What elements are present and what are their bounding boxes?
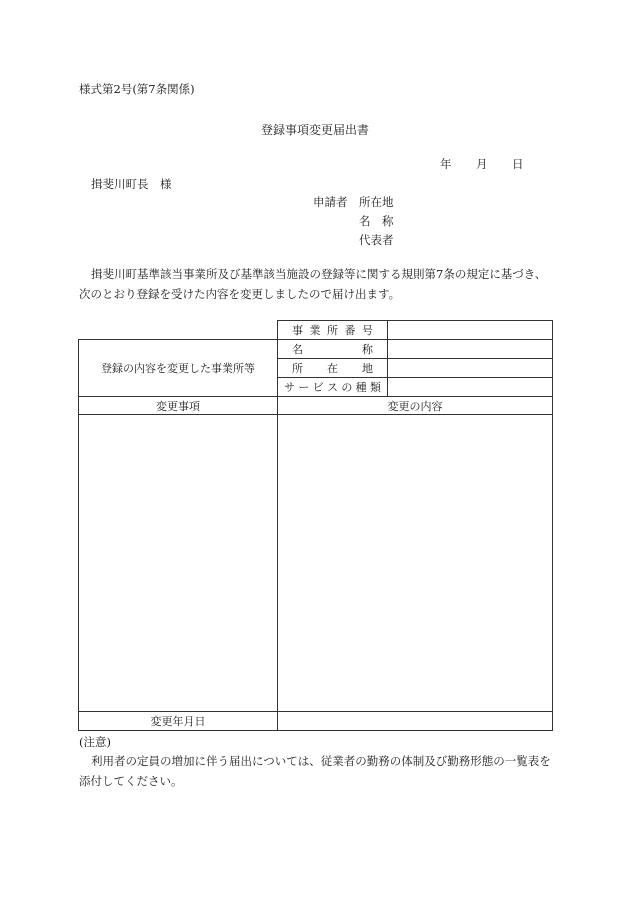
service-type-label: サービスの種類 — [278, 378, 388, 397]
changed-office-label: 登録の内容を変更した事業所等 — [79, 340, 278, 397]
office-number-label: 事業所番号 — [278, 321, 388, 340]
year-label: 年 — [440, 157, 452, 171]
date-line — [440, 156, 524, 172]
notes-heading: (注意) — [79, 735, 111, 749]
applicant-label: 申請者 — [313, 195, 348, 209]
office-location-label: 所在地 — [278, 359, 388, 378]
form-number: 様式第2号(第7条関係) — [79, 82, 195, 96]
document-title: 登録事項変更届出書 — [260, 123, 369, 137]
office-name-label: 名称 — [278, 340, 388, 359]
representative-label: 代表者 — [359, 233, 394, 247]
name-label: 名 称 — [359, 214, 394, 228]
change-content-header: 変更の内容 — [278, 397, 553, 415]
address-label: 所在地 — [359, 195, 394, 209]
change-date-value[interactable] — [278, 712, 553, 731]
applicant-block — [313, 193, 394, 250]
notes-text: 利用者の定員の増加に伴う届出については、従業者の勤務の体制及び勤務形態の一覧表を添付してください。 — [79, 754, 551, 788]
service-type-value[interactable] — [388, 378, 553, 397]
office-location-value[interactable] — [388, 359, 553, 378]
change-item-area[interactable] — [79, 415, 278, 712]
body-text: 揖斐川町基準該当事業所及び基準該当施設の登録等に関する規則第7条の規定に基づき、次のとおり登録を受けた内容を変更しましたので届け出ます。 — [79, 267, 547, 301]
office-number-value[interactable] — [388, 321, 553, 340]
change-form-table — [78, 320, 553, 731]
blank-corner-cell — [79, 321, 278, 340]
addressee: 揖斐川町長 様 — [91, 177, 172, 191]
day-label: 日 — [512, 157, 524, 171]
office-name-value[interactable] — [388, 340, 553, 359]
change-date-label: 変更年月日 — [79, 712, 278, 731]
month-label: 月 — [476, 157, 488, 171]
change-content-area[interactable] — [278, 415, 553, 712]
change-item-header: 変更事項 — [79, 397, 278, 415]
